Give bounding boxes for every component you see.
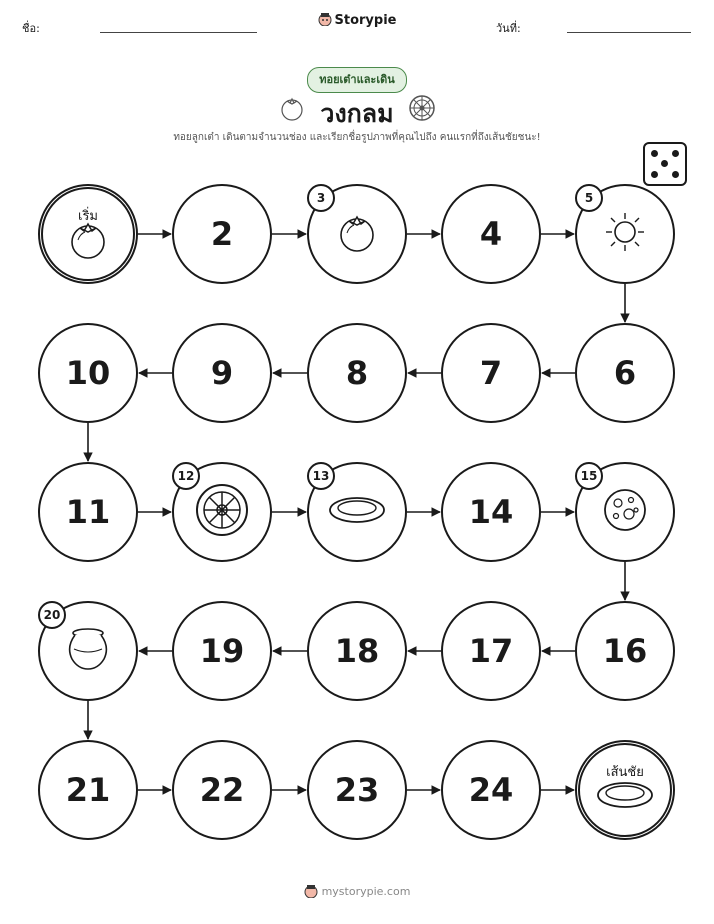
board-space [307, 323, 407, 423]
tomato-icon [334, 209, 380, 259]
board-space [575, 184, 675, 284]
space-number: 15 [575, 462, 603, 490]
space-number: 18 [334, 632, 380, 670]
board-space [172, 323, 272, 423]
finish-space [575, 740, 675, 840]
plate-icon [328, 495, 386, 529]
brand-name: Storypie [334, 13, 397, 28]
pot-icon [62, 625, 114, 677]
space-number: 7 [479, 354, 503, 392]
space-number: 11 [65, 493, 111, 531]
storypie-logo-icon [304, 884, 318, 898]
plate-icon [596, 780, 654, 814]
date-label: วันที่: [496, 22, 521, 35]
space-number: 2 [210, 215, 234, 253]
space-number: 22 [199, 771, 245, 809]
space-number: 3 [307, 184, 335, 212]
board-space [575, 601, 675, 701]
board-space [172, 740, 272, 840]
board-space [172, 601, 272, 701]
board-space [575, 462, 675, 562]
page-title: วงกลม [320, 99, 394, 128]
board-space [441, 184, 541, 284]
board-space [441, 601, 541, 701]
board-space [172, 462, 272, 562]
space-number: 8 [345, 354, 369, 392]
start-space [38, 184, 138, 284]
board-space [38, 740, 138, 840]
space-number: 24 [468, 771, 514, 809]
footer [0, 884, 714, 898]
board-space [575, 323, 675, 423]
board-space [307, 601, 407, 701]
space-number: 5 [575, 184, 603, 212]
space-number: 19 [199, 632, 245, 670]
moon-icon [601, 486, 649, 538]
game-type-badge: ทอยเต๋าและเดิน [307, 67, 407, 93]
space-number: 23 [334, 771, 380, 809]
space-number: 10 [65, 354, 111, 392]
board-space [441, 323, 541, 423]
wheel-icon [194, 482, 250, 542]
space-number: 14 [468, 493, 514, 531]
board-space [38, 323, 138, 423]
space-number: 16 [602, 632, 648, 670]
name-label: ชื่อ: [22, 22, 40, 35]
board-space [307, 462, 407, 562]
space-number: 6 [613, 354, 637, 392]
footer-url: mystorypie.com [321, 885, 411, 898]
space-number: 17 [468, 632, 514, 670]
board-space [441, 462, 541, 562]
instructions: ทอยลูกเต๋า เดินตามจำนวนช่อง และเรียกชื่อรูปภาพที่คุณไปถึง คนแรกที่ถึงเส้นชัยชนะ! [173, 132, 541, 143]
space-number: 13 [307, 462, 335, 490]
board-space [307, 740, 407, 840]
tomato-icon [65, 216, 111, 266]
space-number: 9 [210, 354, 234, 392]
board-space [38, 601, 138, 701]
space-label: เส้นชัย [606, 765, 644, 780]
board-space [441, 740, 541, 840]
space-number: 21 [65, 771, 111, 809]
board-space [172, 184, 272, 284]
board-space [38, 462, 138, 562]
space-number: 12 [172, 462, 200, 490]
space-label: เริ่ม [78, 209, 98, 224]
space-number: 4 [479, 215, 503, 253]
board-space [307, 184, 407, 284]
sun-icon [602, 209, 648, 259]
space-number: 20 [38, 601, 66, 629]
